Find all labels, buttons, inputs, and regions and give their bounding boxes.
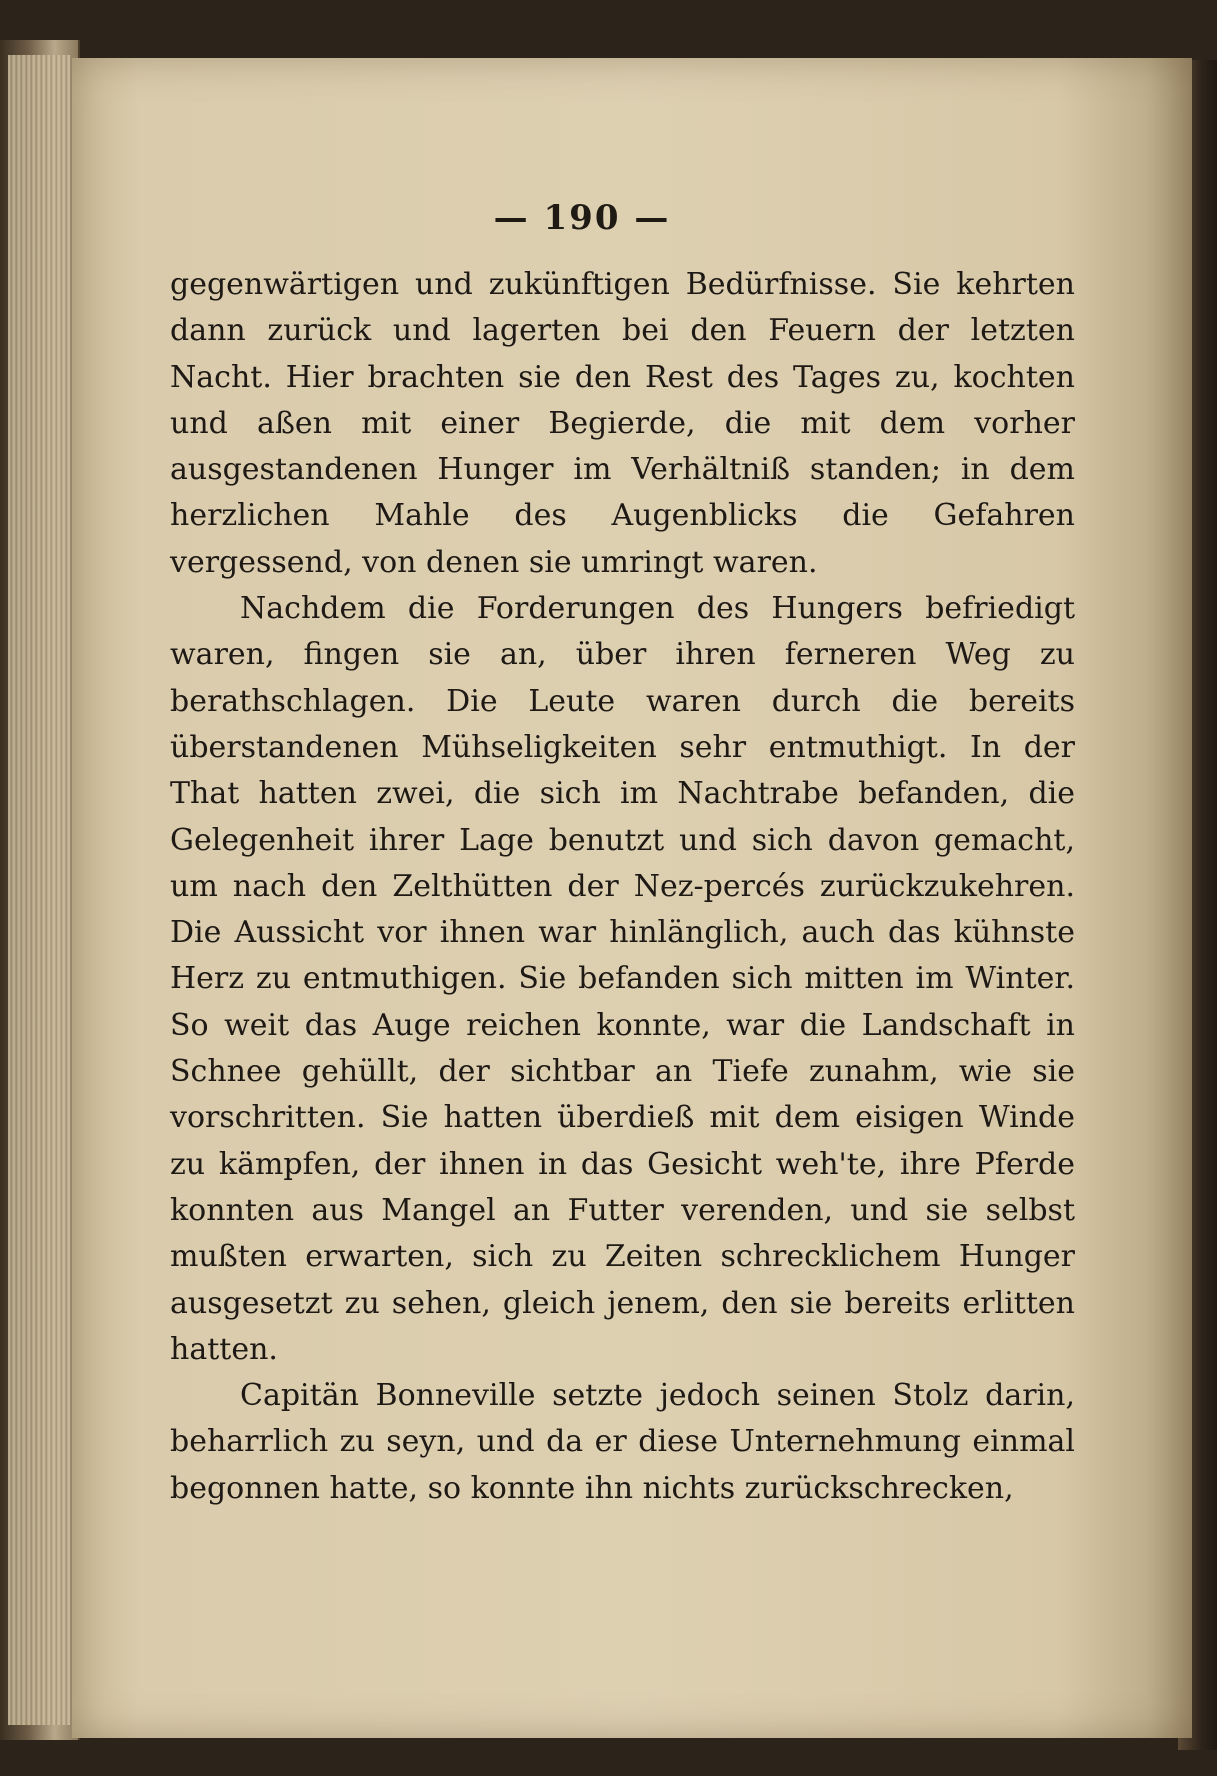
paragraph-1: gegenwärtigen und zukünftigen Bedürfnisse. Sie kehrten dann zurück und lagerten bei den Feuern der letzten Nacht. Hier brachten sie den Rest des Tages zu, kochten und aßen mit einer Begierde, die mit dem vorher ausgestandenen Hunger im Verhältniß standen; in dem herzlichen Mahle des Augenblicks die Gefahren vergessend, von denen sie umringt waren. (170, 267, 1075, 580)
paragraph-2: Nachdem die Forderungen des Hungers befriedigt waren, fingen sie an, über ihren ferneren Weg zu berathschlagen. Die Leute waren durch die bereits überstandenen Mühseligkeiten sehr entmuthigt. In der That hatten zwei, die sich im Nachtrabe befanden, die Gelegenheit ihrer Lage benutzt und sich davon gemacht, um nach den Zelthütten der Nez-percés zurückzukehren. Die Aussicht vor ihnen war hinlänglich, auch das kühnste Herz zu entmuthigen. Sie befanden sich mitten im Winter. So weit das Auge reichen konnte, war die Landschaft in Schnee gehüllt, der sichtbar an Tiefe zunahm, wie sie vorschritten. Sie hatten überdieß mit dem eisigen Winde zu kämpfen, der ihnen in das Gesicht weh'te, ihre Pferde konnten aus Mangel an Futter verenden, und sie selbst mußten erwarten, sich zu Zeiten schrecklichem Hunger ausgesetzt zu sehen, gleich jenem, den sie bereits erlitten hatten. (170, 591, 1075, 1367)
page-number: — 190 — (493, 198, 671, 238)
body-text (170, 262, 1075, 1512)
page-edges (8, 55, 70, 1725)
paragraph-3: Capitän Bonneville setzte jedoch seinen Stolz darin, beharrlich zu seyn, und da er diese Unternehmung einmal begonnen hatte, so konnte ihn nichts zurückschrecken, (170, 1378, 1075, 1506)
